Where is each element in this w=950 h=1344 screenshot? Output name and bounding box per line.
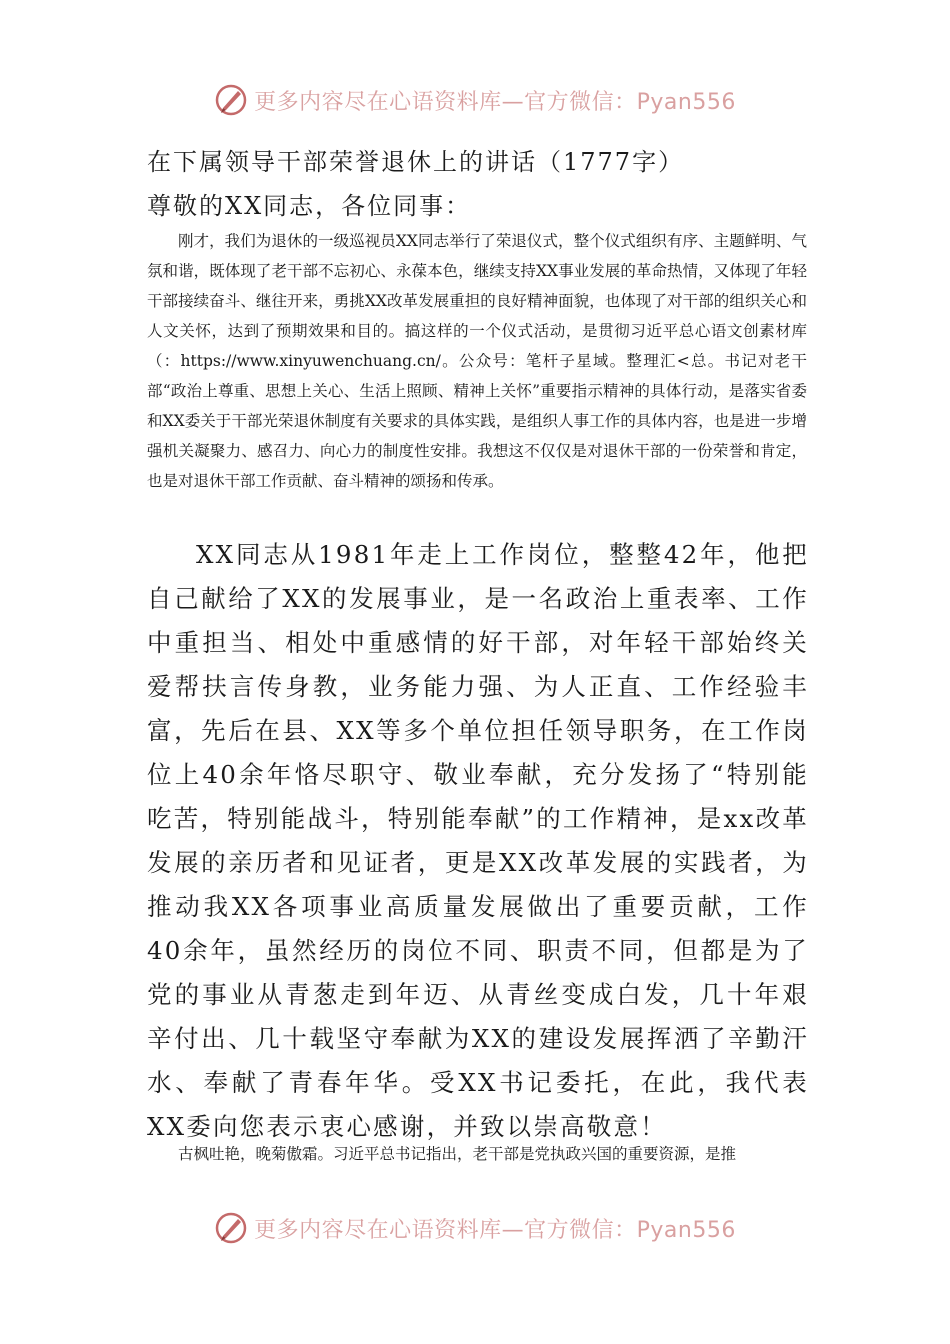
paragraph-3: 古枫吐艳，晚菊傲霜。习近平总书记指出，老干部是党执政兴国的重要资源，是推 [178, 1145, 737, 1163]
footer-banner [0, 1206, 950, 1250]
paragraph-1: 刚才，我们为退休的一级巡视员XX同志举行了荣退仪式，整个仪式组织有序、主题鲜明、气氛和谐，既体现了老干部不忘初心、永葆本色，继续支持XX事业发展的革命热情，又体现了年轻干部接续奋斗、继往开来，勇挑XX改革发展重担的良好精神面貌，也体现了对干部的组织关心和人文关怀，达到了预期效果和目的。搞这样的一个仪式活动，是贯彻习近平总心语文创素材库（：https://www.xinyuwenchuang.cn/。公众号：笔杆子星域。整理汇<总。书记对老干部“政治上尊重、思想上关心、生活上照顾、精神上关怀”重要指示精神的具体行动，是落实省委和XX委关于干部光荣退休制度有关要求的具体实践，是组织人事工作的具体内容，也是进一步增强机关凝聚力、感召力、向心力的制度性安排。我想这不仅仅是对退休干部的一份荣誉和肯定，也是对退休干部工作贡献、奋斗精神的颂扬和传承。 [147, 232, 807, 490]
pen-circle-logo-icon [214, 1211, 248, 1245]
paragraph-2: XX同志从1981年走上工作岗位，整整42年，他把自己献给了XX的发展事业，是一名政治上重表率、工作中重担当、相处中重感情的好干部，对年轻干部始终关爱帮扶言传身教，业务能力强、为人正直、工作经验丰富，先后在县、XX等多个单位担任领导职务，在工作岗位上40余年恪尽职守、敬业奉献，充分发扬了“特别能吃苦，特别能战斗，特别能奉献”的工作精神，是xx改革发展的亲历者和见证者，更是XX改革发展的实践者，为推动我XX各项事业高质量发展做出了重要贡献，工作40余年，虽然经历的岗位不同、职责不同，但都是为了党的事业从青葱走到年迈、从青丝变成白发，几十年艰辛付出、几十载坚守奉献为XX的建设发展挥洒了辛勤汗水、奉献了青春年华。受XX书记委托，在此，我代表XX委向您表示衷心感谢，并致以崇高敬意！ [147, 540, 809, 1141]
document-title: 在下属领导干部荣誉退休上的讲话（1777字） [147, 148, 685, 176]
header-banner [0, 78, 950, 122]
banner-text: 更多内容尽在心语资料库—官方微信：Pyan556 [254, 89, 736, 115]
banner-text: 更多内容尽在心语资料库—官方微信：Pyan556 [254, 1217, 736, 1243]
pen-circle-logo-icon [214, 83, 248, 117]
salutation: 尊敬的XX同志，各位同事： [147, 192, 472, 220]
